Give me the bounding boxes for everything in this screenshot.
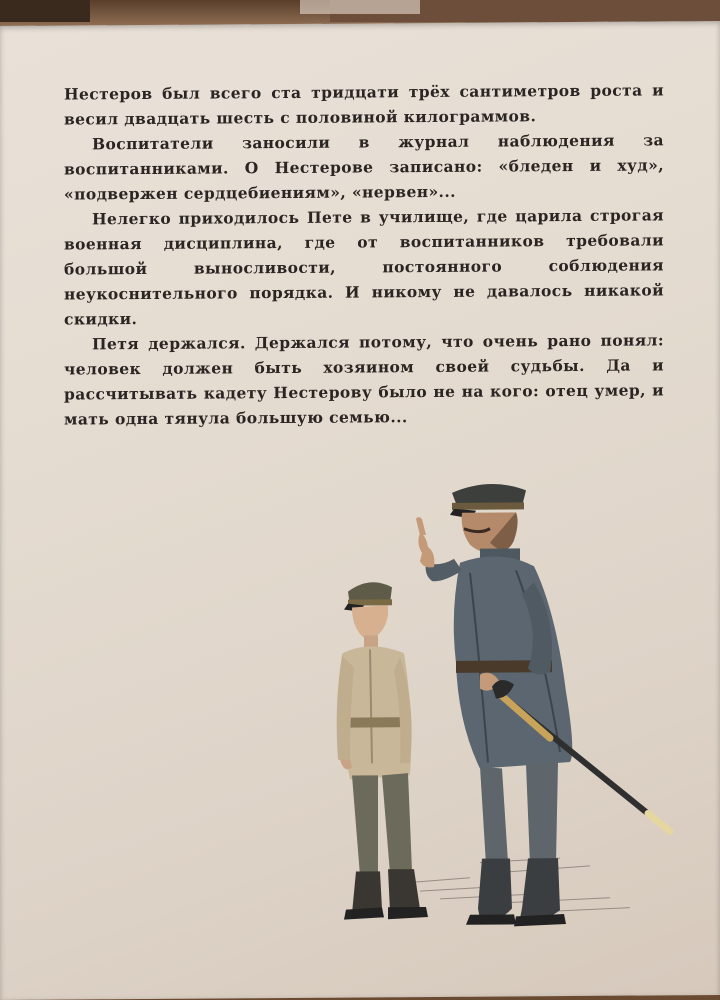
paragraph: Воспитатели заносили в журнал наблюдения за воспитанниками. О Нестерове записано: «бледен и худ», «подвержен сердцебиениям», «нервен»... [64, 130, 664, 204]
officer-figure [416, 483, 670, 927]
cadet-figure [337, 582, 428, 920]
body-text [64, 77, 664, 431]
book-page [0, 21, 720, 1000]
paragraph: Нестеров был всего ста тридцати трёх сантиметров роста и весил двадцать шесть с половиной килограммов. [64, 80, 664, 129]
ground-hatching [400, 858, 630, 914]
light-reflection [300, 0, 420, 14]
shelf-edge [0, 0, 90, 22]
illustration-officer-and-cadet [330, 461, 690, 954]
paragraph: Петя держался. Держался потому, что очень рано понял: человек должен быть хозяином своей судьбы. Да и рассчитывать кадету Нестерову было не на кого: отец умер, и мать одна тянула большую семью... [64, 330, 664, 429]
paragraph: Нелегко приходилось Пете в училище, где царила строгая военная дисциплина, где от воспитанников требовали большой выносливости, постоянного соблюдения неукоснительного порядка. И никому не давалось никакой скидки. [64, 205, 664, 329]
